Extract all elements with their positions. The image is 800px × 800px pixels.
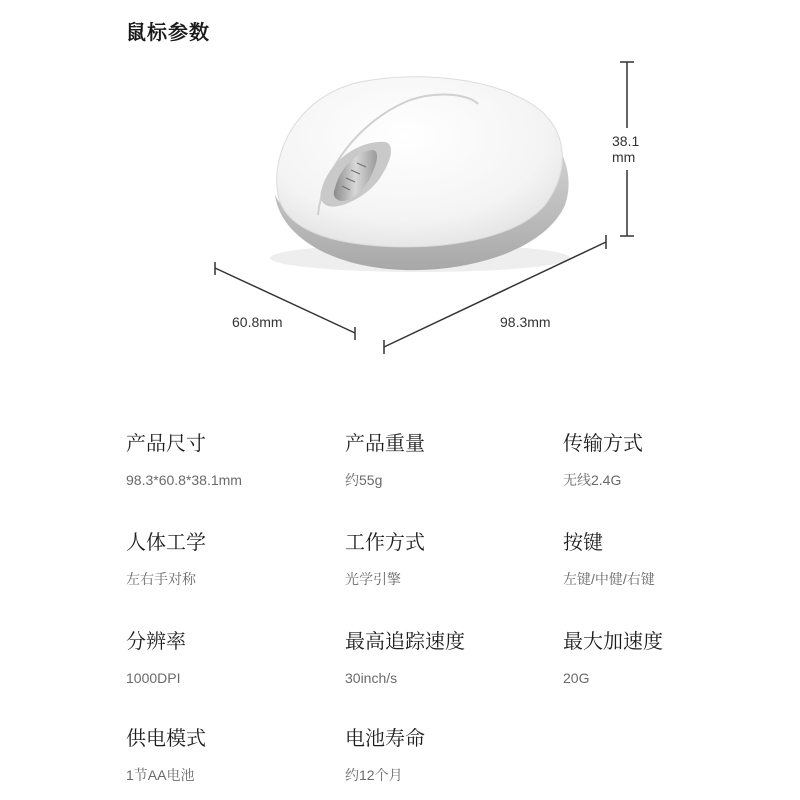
spec-value: 1节AA电池 [126,767,195,783]
spec-name: 分辨率 [126,629,186,653]
spec-value: 20G [563,670,590,686]
spec-name: 工作方式 [345,530,425,554]
spec-value: 98.3*60.8*38.1mm [126,472,242,488]
spec-item [563,430,763,489]
height-label [612,133,639,165]
spec-value: 左键/中健/右键 [563,571,655,587]
spec-item [126,529,326,588]
spec-value: 1000DPI [126,670,181,686]
mouse-body [277,77,563,247]
spec-item [345,430,545,489]
spec-name: 最大加速度 [563,629,663,653]
spec-item [126,725,326,784]
spec-name: 产品尺寸 [126,431,206,455]
spec-name: 最高追踪速度 [345,629,465,653]
spec-value: 约12个月 [345,767,403,783]
spec-value: 无线2.4G [563,472,622,488]
spec-name: 供电模式 [126,726,206,750]
height-unit: mm [612,149,636,165]
height-value: 38.1 [612,133,640,149]
width-label: 60.8mm [232,314,283,330]
spec-item [563,529,763,588]
spec-item [345,725,545,784]
spec-grid [126,420,746,800]
spec-item [126,628,326,687]
spec-value: 约55g [345,472,383,488]
length-label: 98.3mm [500,314,551,330]
page-title: 鼠标参数 [126,20,210,44]
spec-item [345,628,545,687]
spec-value: 光学引擎 [345,571,401,587]
spec-name: 电池寿命 [345,726,425,750]
spec-name: 传输方式 [563,431,643,455]
spec-value: 左右手对称 [126,571,196,587]
spec-item [345,529,545,588]
spec-name: 按键 [563,530,603,554]
spec-item [563,628,763,687]
spec-value: 30inch/s [345,670,398,686]
spec-name: 产品重量 [345,431,425,455]
spec-item [126,430,326,489]
spec-name: 人体工学 [126,530,206,554]
